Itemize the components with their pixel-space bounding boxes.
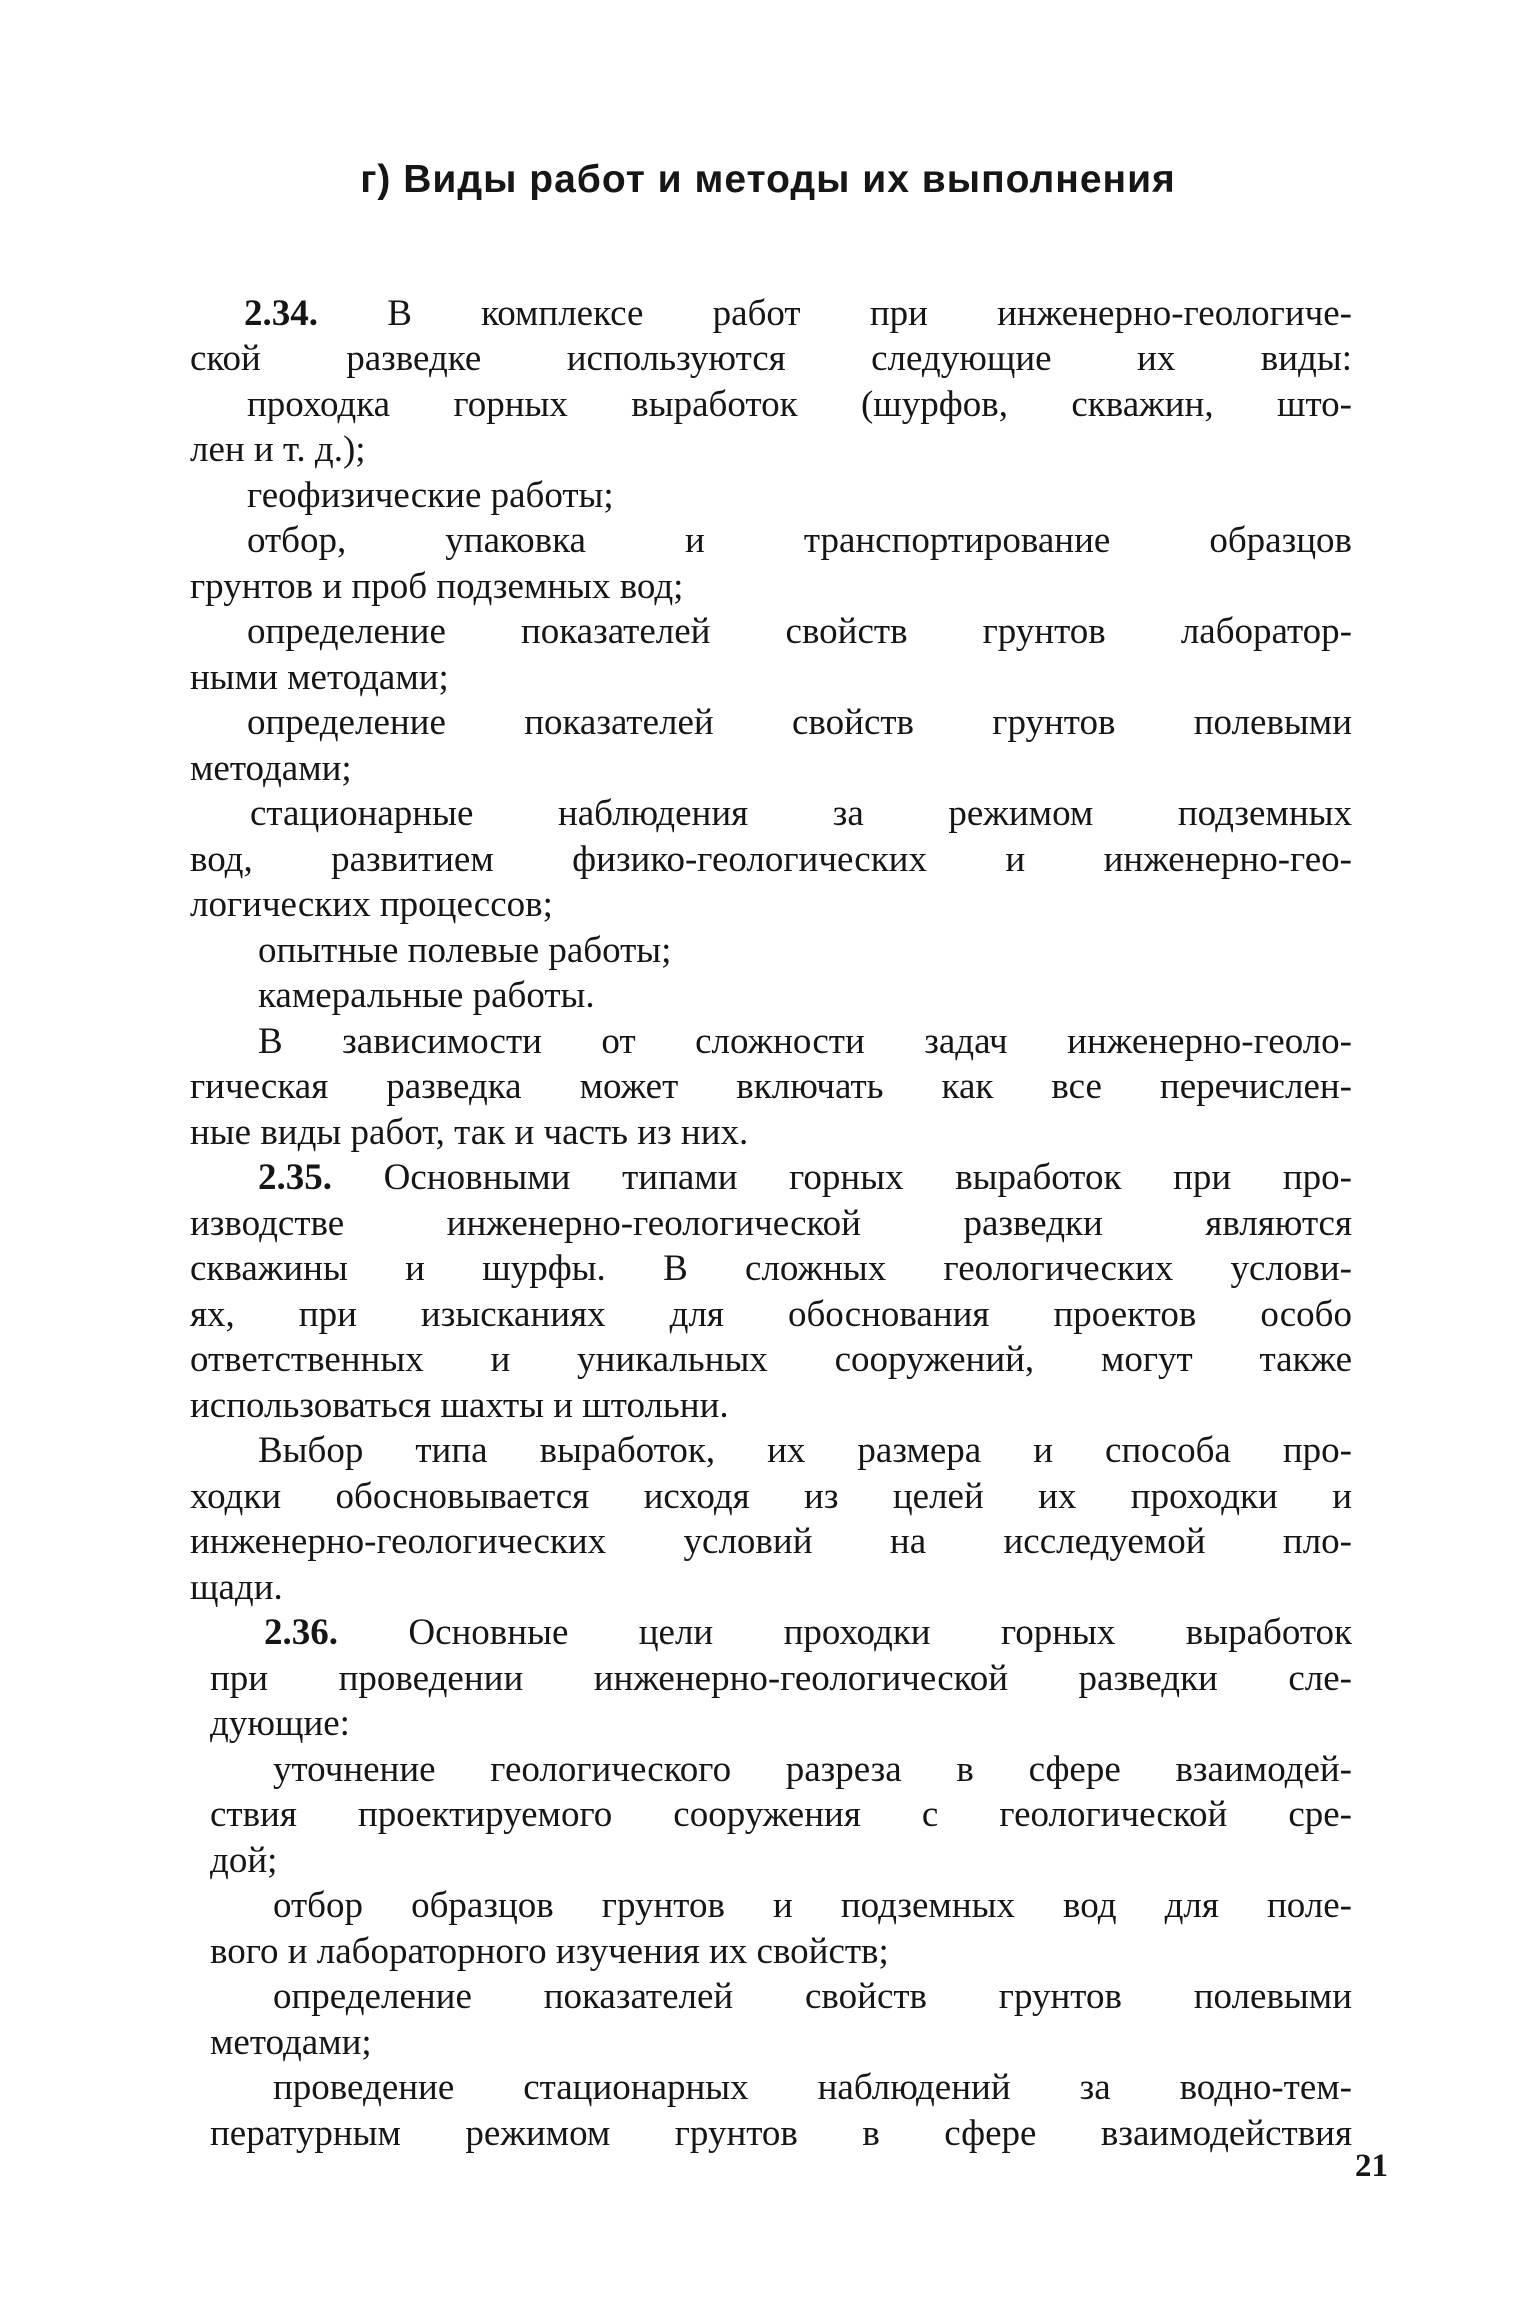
list-item-line: логических процессов; bbox=[190, 884, 553, 925]
list-item-line: вод, развитием физико-геологических и инженерно-гео- bbox=[190, 839, 1352, 880]
para-line: скважины и шурфы. В сложных геологических услови- bbox=[190, 1248, 1352, 1289]
text: В комплексе работ при инженерно-геологиче- bbox=[318, 293, 1352, 334]
list-item-line: лен и т. д.); bbox=[190, 429, 366, 470]
list-item-line: проведение стационарных наблюдений за водно-тем- bbox=[273, 2067, 1352, 2108]
list-item-line: ствия проектируемого сооружения с геологической сре- bbox=[210, 1794, 1352, 1835]
para-2-34-line-1 bbox=[244, 292, 1352, 336]
list-item-line: методами; bbox=[210, 2022, 372, 2063]
para-line: гическая разведка может включать как все перечислен- bbox=[190, 1066, 1352, 1107]
para-line: В зависимости от сложности задач инженерно-геоло- bbox=[258, 1021, 1352, 1062]
para-line: дующие: bbox=[210, 1703, 350, 1744]
list-item-line: стационарные наблюдения за режимом подземных bbox=[250, 793, 1352, 834]
para-line: ответственных и уникальных сооружений, могут также bbox=[190, 1339, 1352, 1380]
clause-number: 2.36. bbox=[264, 1612, 338, 1653]
para-line: изводстве инженерно-геологической разведки являются bbox=[190, 1203, 1352, 1244]
para-line: инженерно-геологических условий на исследуемой пло- bbox=[190, 1521, 1352, 1562]
para-line: щади. bbox=[190, 1567, 283, 1608]
list-item-line: дой; bbox=[210, 1840, 278, 1881]
text: Основные цели проходки горных выработок bbox=[338, 1612, 1352, 1653]
para-line: Выбор типа выработок, их размера и способа про- bbox=[258, 1430, 1352, 1471]
text: Основными типами горных выработок при про- bbox=[332, 1157, 1352, 1198]
list-item-line: методами; bbox=[190, 748, 352, 789]
clause-number: 2.34. bbox=[244, 293, 318, 334]
para-line: использоваться шахты и штольни. bbox=[190, 1385, 729, 1426]
list-item-line: проходка горных выработок (шурфов, скважин, што- bbox=[247, 384, 1352, 425]
para-line: ях, при изысканиях для обоснования проектов особо bbox=[190, 1294, 1352, 1335]
list-item-line: опытные полевые работы; bbox=[258, 930, 672, 971]
para-line: ходки обосновывается исходя из целей их проходки и bbox=[190, 1476, 1352, 1517]
list-item-line: уточнение геологического разреза в сфере взаимодей- bbox=[273, 1749, 1352, 1790]
list-item-line: вого и лабораторного изучения их свойств; bbox=[210, 1931, 889, 1972]
para-2-34-line-2: ской разведке используются следующие их виды: bbox=[190, 338, 1352, 379]
clause-number: 2.35. bbox=[258, 1157, 332, 1198]
para-2-35-line-1 bbox=[258, 1156, 1352, 1200]
list-item-line: грунтов и проб подземных вод; bbox=[190, 566, 684, 607]
list-item-line: определение показателей свойств грунтов лаборатор- bbox=[247, 611, 1352, 652]
section-heading: г) Виды работ и методы их выполнения bbox=[360, 158, 1176, 201]
list-item-line: отбор, упаковка и транспортирование образцов bbox=[247, 520, 1352, 561]
list-item-line: определение показателей свойств грунтов полевыми bbox=[273, 1976, 1352, 2017]
list-item-line: геофизические работы; bbox=[247, 475, 614, 516]
list-item-line: пературным режимом грунтов в сфере взаимодействия bbox=[210, 2113, 1352, 2154]
para-2-36-line-1 bbox=[264, 1611, 1352, 1655]
para-line: ные виды работ, так и часть из них. bbox=[190, 1112, 749, 1153]
list-item-line: определение показателей свойств грунтов полевыми bbox=[247, 702, 1352, 743]
list-item-line: отбор образцов грунтов и подземных вод для поле- bbox=[273, 1885, 1352, 1926]
page-number: 21 bbox=[1355, 2148, 1388, 2184]
list-item-line: ными методами; bbox=[190, 657, 449, 698]
list-item-line: камеральные работы. bbox=[258, 975, 595, 1016]
para-line: при проведении инженерно-геологической разведки сле- bbox=[210, 1658, 1352, 1699]
